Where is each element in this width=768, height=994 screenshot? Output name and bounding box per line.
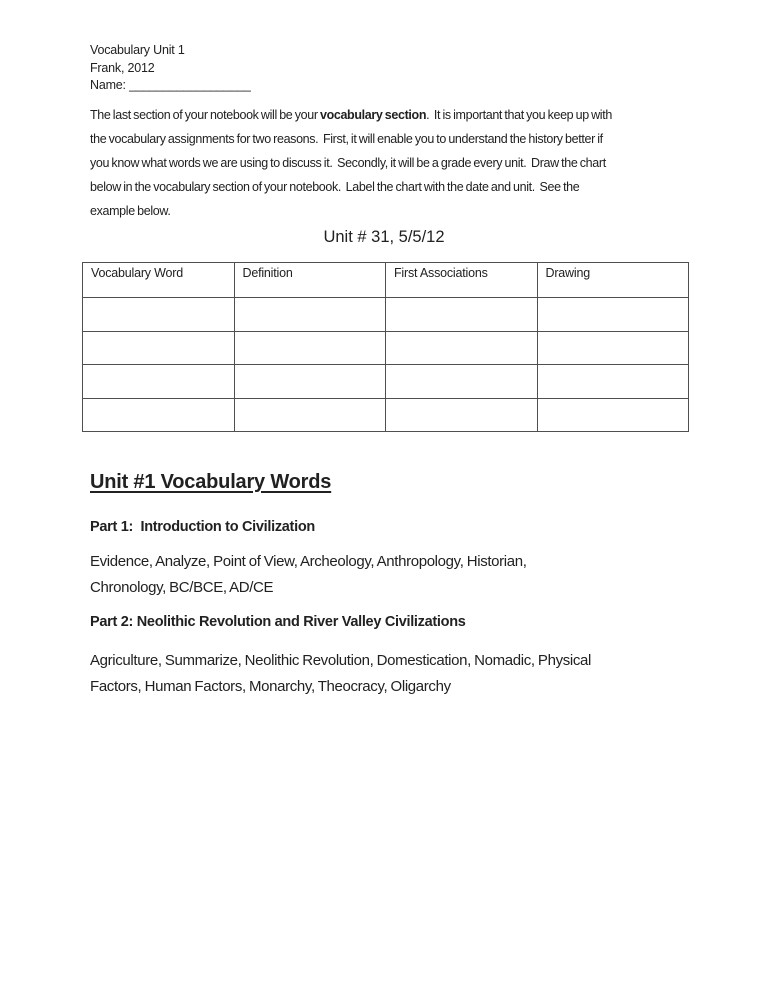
table-cell <box>386 298 538 332</box>
table-cell <box>234 331 386 365</box>
intro-line-1-post: . It is important that you keep up with <box>426 108 612 122</box>
col-header-vocabulary-word: Vocabulary Word <box>83 263 235 298</box>
table-cell <box>386 331 538 365</box>
table-cell <box>537 331 689 365</box>
table-cell <box>537 298 689 332</box>
table-cell <box>83 365 235 399</box>
part1-word-list <box>90 549 527 600</box>
document-header <box>90 42 251 95</box>
intro-line-3: you know what words we are using to discuss it. Secondly, it will be a grade every unit. Draw the chart <box>90 156 606 170</box>
col-header-drawing: Drawing <box>537 263 689 298</box>
intro-paragraph <box>90 103 612 223</box>
table-cell <box>83 298 235 332</box>
table-cell <box>234 398 386 432</box>
table-cell <box>234 365 386 399</box>
header-line-author: Frank, 2012 <box>90 60 155 75</box>
col-header-definition: Definition <box>234 263 386 298</box>
part2-words-line-2: Factors, Human Factors, Monarchy, Theocracy, Oligarchy <box>90 677 451 695</box>
vocab-section-title <box>90 468 331 496</box>
table-body <box>83 298 689 432</box>
part1-heading: Part 1: Introduction to Civilization <box>90 519 315 535</box>
col-header-first-associations: First Associations <box>386 263 538 298</box>
table-cell <box>386 365 538 399</box>
intro-line-4: below in the vocabulary section of your notebook. Label the chart with the date and unit. See the <box>90 180 580 194</box>
intro-line-1-pre: The last section of your notebook will be your <box>90 108 320 122</box>
intro-line-1-bold: vocabulary section <box>319 108 427 122</box>
example-table <box>82 262 689 432</box>
table-row <box>83 398 689 432</box>
header-line-title: Vocabulary Unit 1 <box>90 43 185 57</box>
table-cell <box>234 298 386 332</box>
part2-heading: Part 2: Neolithic Revolution and River Valley Civilizations <box>90 614 466 630</box>
part1-words-line-1: Evidence, Analyze, Point of View, Archeology, Anthropology, Historian, <box>90 553 527 570</box>
table-cell <box>537 398 689 432</box>
part2-word-list <box>90 648 591 699</box>
intro-line-1 <box>90 103 612 127</box>
table-row <box>83 365 689 399</box>
table-header-row <box>83 263 689 298</box>
table-row <box>83 331 689 365</box>
vocab-section-title-text: Unit #1 Vocabulary Words <box>90 471 332 493</box>
intro-line-2: the vocabulary assignments for two reasons. First, it will enable you to understand the history better if <box>90 132 603 146</box>
intro-line-5: example below. <box>90 204 171 218</box>
table-cell <box>386 398 538 432</box>
table-cell <box>83 398 235 432</box>
part2-words-line-1: Agriculture, Summarize, Neolithic Revolution, Domestication, Nomadic, Physical <box>90 652 591 669</box>
table-row <box>83 298 689 332</box>
table-cell <box>537 365 689 399</box>
part1-words-line-2: Chronology, BC/BCE, AD/CE <box>90 578 274 596</box>
header-line-name-blank: Name: __________________ <box>90 78 251 92</box>
example-unit-label: Unit # 31, 5/5/12 <box>323 228 445 246</box>
table-cell <box>83 331 235 365</box>
